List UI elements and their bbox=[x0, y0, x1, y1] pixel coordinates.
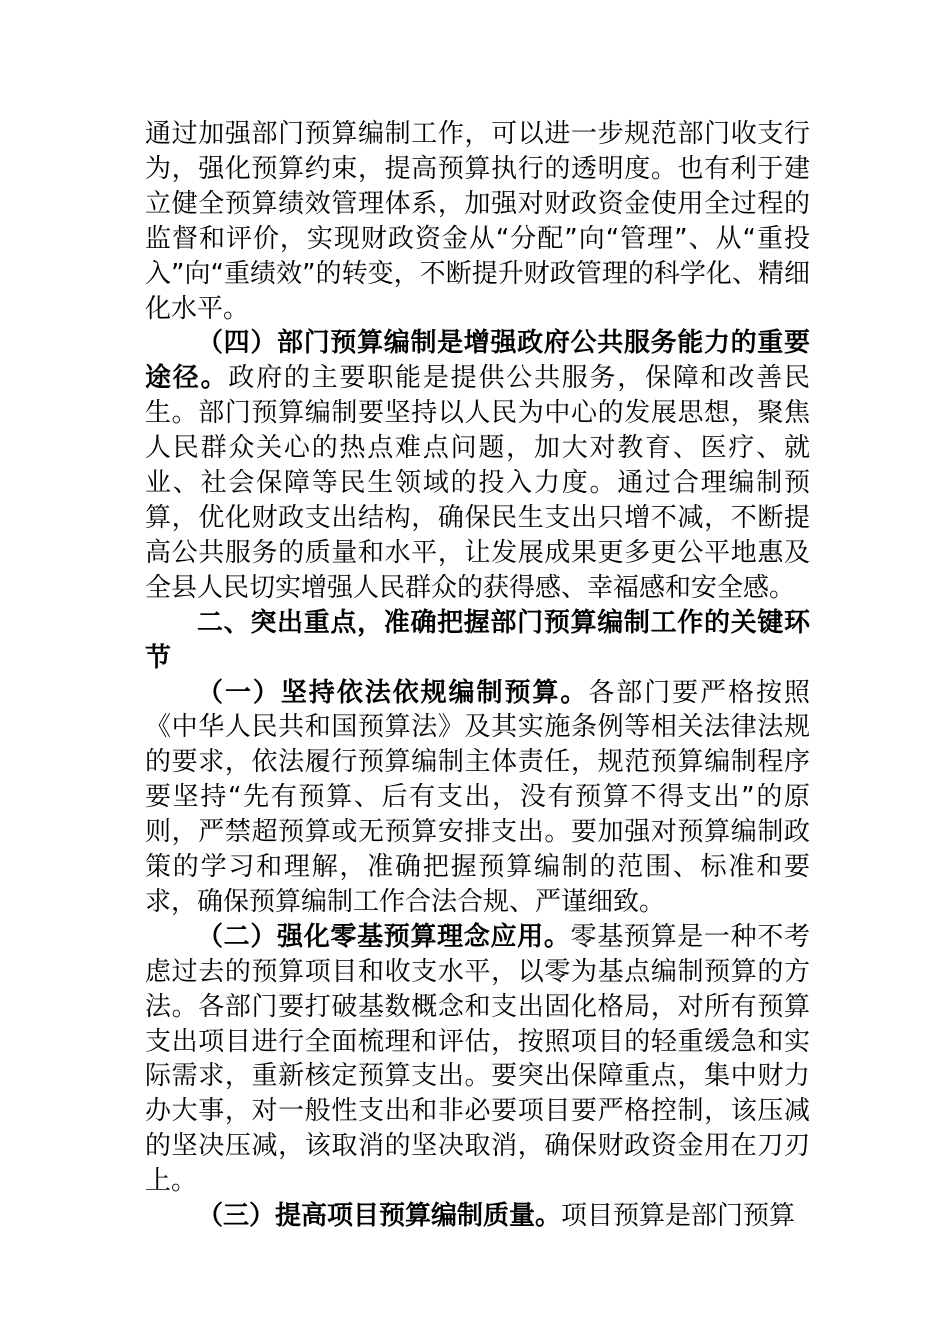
paragraph-3-text: 各部门要严格按照《中华人民共和国预算法》及其实施条例等相关法律法规的要求，依法履行预算编制主体责任，规范预算编制程序要坚持“先有预算、后有支出，没有预算不得支出”的原则，严禁超预算或无预算安排支出。要加强对预算编制政策的学习和理解，准确把握预算编制的范围、标准和要求，确保预算编制工作合法合规、严谨细致。 bbox=[145, 677, 810, 917]
document-body bbox=[145, 117, 810, 1234]
paragraph-2 bbox=[145, 326, 810, 605]
paragraph-1 bbox=[145, 117, 810, 326]
paragraph-5 bbox=[145, 1199, 810, 1234]
paragraph-5-text: 项目预算是部门预算 bbox=[561, 1201, 796, 1232]
paragraph-4-lead: （二）强化零基预算理念应用。 bbox=[197, 921, 571, 952]
paragraph-5-lead: （三）提高项目预算编制质量。 bbox=[197, 1201, 562, 1232]
paragraph-3 bbox=[145, 676, 810, 920]
paragraph-1-text: 通过加强部门预算编制工作，可以进一步规范部门收支行为，强化预算约束，提高预算执行的透明度。也有利于建立健全预算绩效管理体系，加强对财政资金使用全过程的监督和评价，实现财政资金从“分配”向“管理”、从“重投入”向“重绩效”的转变，不断提升财政管理的科学化、精细化水平。 bbox=[145, 119, 810, 324]
paragraph-4 bbox=[145, 920, 810, 1199]
paragraph-2-lead: （四）部门预算编制是增强政府公共服务能力的重要途径。 bbox=[145, 328, 810, 394]
paragraph-4-text: 零基预算是一种不考虑过去的预算项目和收支水平，以零为基点编制预算的方法。各部门要打破基数概念和支出固化格局，对所有预算支出项目进行全面梳理和评估，按照项目的轻重缓急和实际需求，重新核定预算支出。要突出保障重点，集中财力办大事，对一般性支出和非必要项目要严格控制，该压减的坚决压减，该取消的坚决取消，确保财政资金用在刀刃上。 bbox=[145, 921, 810, 1197]
section-heading bbox=[145, 606, 810, 676]
section-heading-text: 二、突出重点，准确把握部门预算编制工作的关键环节 bbox=[145, 607, 810, 673]
paragraph-2-text: 政府的主要职能是提供公共服务，保障和改善民生。部门预算编制要坚持以人民为中心的发展思想，聚焦人民群众关心的热点难点问题，加大对教育、医疗、就业、社会保障等民生领域的投入力度。通过合理编制预算，优化财政支出结构，确保民生支出只增不减，不断提高公共服务的质量和水平，让发展成果更多更公平地惠及全县人民切实增强人民群众的获得感、幸福感和安全感。 bbox=[145, 363, 810, 603]
paragraph-3-lead: （一）坚持依法依规编制预算。 bbox=[197, 677, 589, 708]
